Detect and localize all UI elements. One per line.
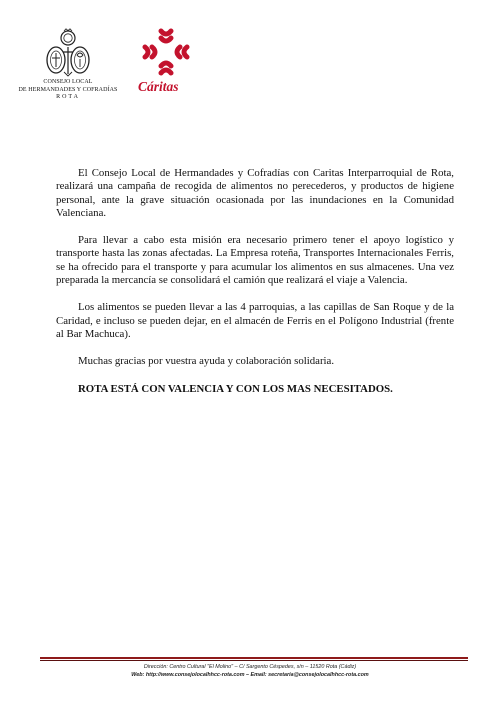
letterhead bbox=[0, 0, 500, 110]
caritas-wordmark: Cáritas bbox=[138, 79, 179, 94]
footer-rule bbox=[40, 657, 468, 659]
paragraph-4: Muchas gracias por vuestra ayuda y colaboración solidaria. bbox=[78, 355, 335, 368]
consejo-line3: ROTA bbox=[56, 94, 80, 100]
closing-slogan: ROTA ESTÁ CON VALENCIA Y CON LOS MAS NECESITADOS. bbox=[78, 382, 393, 395]
footer-contact bbox=[0, 664, 500, 679]
paragraph-1: El Consejo Local de Hermandades y Cofradías con Caritas Interparroquial de Rota, realizará una campaña de recogida de alimentos no perecederos, y productos de higiene personal, ante la grave situación ocasionada por las inundaciones en la Comunidad Valenciana. bbox=[56, 167, 454, 219]
consejo-line1: CONSEJO LOCAL bbox=[43, 79, 93, 85]
caritas-cross-icon bbox=[142, 28, 190, 76]
consejo-seal-icon bbox=[42, 28, 94, 78]
footer-web-email: Web: http://www.consejolocalhhcc-rota.com – Email: secretaria@consejolocalhhcc-rota.com bbox=[131, 671, 369, 678]
footer-rule-thin bbox=[40, 660, 468, 661]
letter-body bbox=[56, 167, 454, 410]
consejo-logo bbox=[18, 28, 118, 102]
caritas-logo bbox=[134, 28, 198, 94]
consejo-line2: DE HERMANDADES Y COFRADÍAS bbox=[18, 86, 118, 93]
paragraph-3: Los alimentos se pueden llevar a las 4 parroquias, a las capillas de San Roque y de la Caridad, e incluso se pueden dejar, en el almacén de Ferris en el Polígono Industrial (frente al Bar Machuca). bbox=[56, 301, 454, 340]
paragraph-2: Para llevar a cabo esta misión era necesario primero tener el apoyo logístico y transporte hasta las zonas afectadas. La Empresa roteña, Transportes Internacionales Ferris, se ha ofrecido para el transporte y para acumular los alimentos en sus almacenes. Una vez preparada la mercancía se consolidará el camión que realizará el viaje a Valencia. bbox=[56, 234, 454, 287]
consejo-name bbox=[18, 79, 118, 102]
footer-address: Dirección: Centro Cultural "El Molino" – C/ Sargento Céspedes, s/n – 11520 Rota (Cádiz) bbox=[143, 664, 357, 670]
